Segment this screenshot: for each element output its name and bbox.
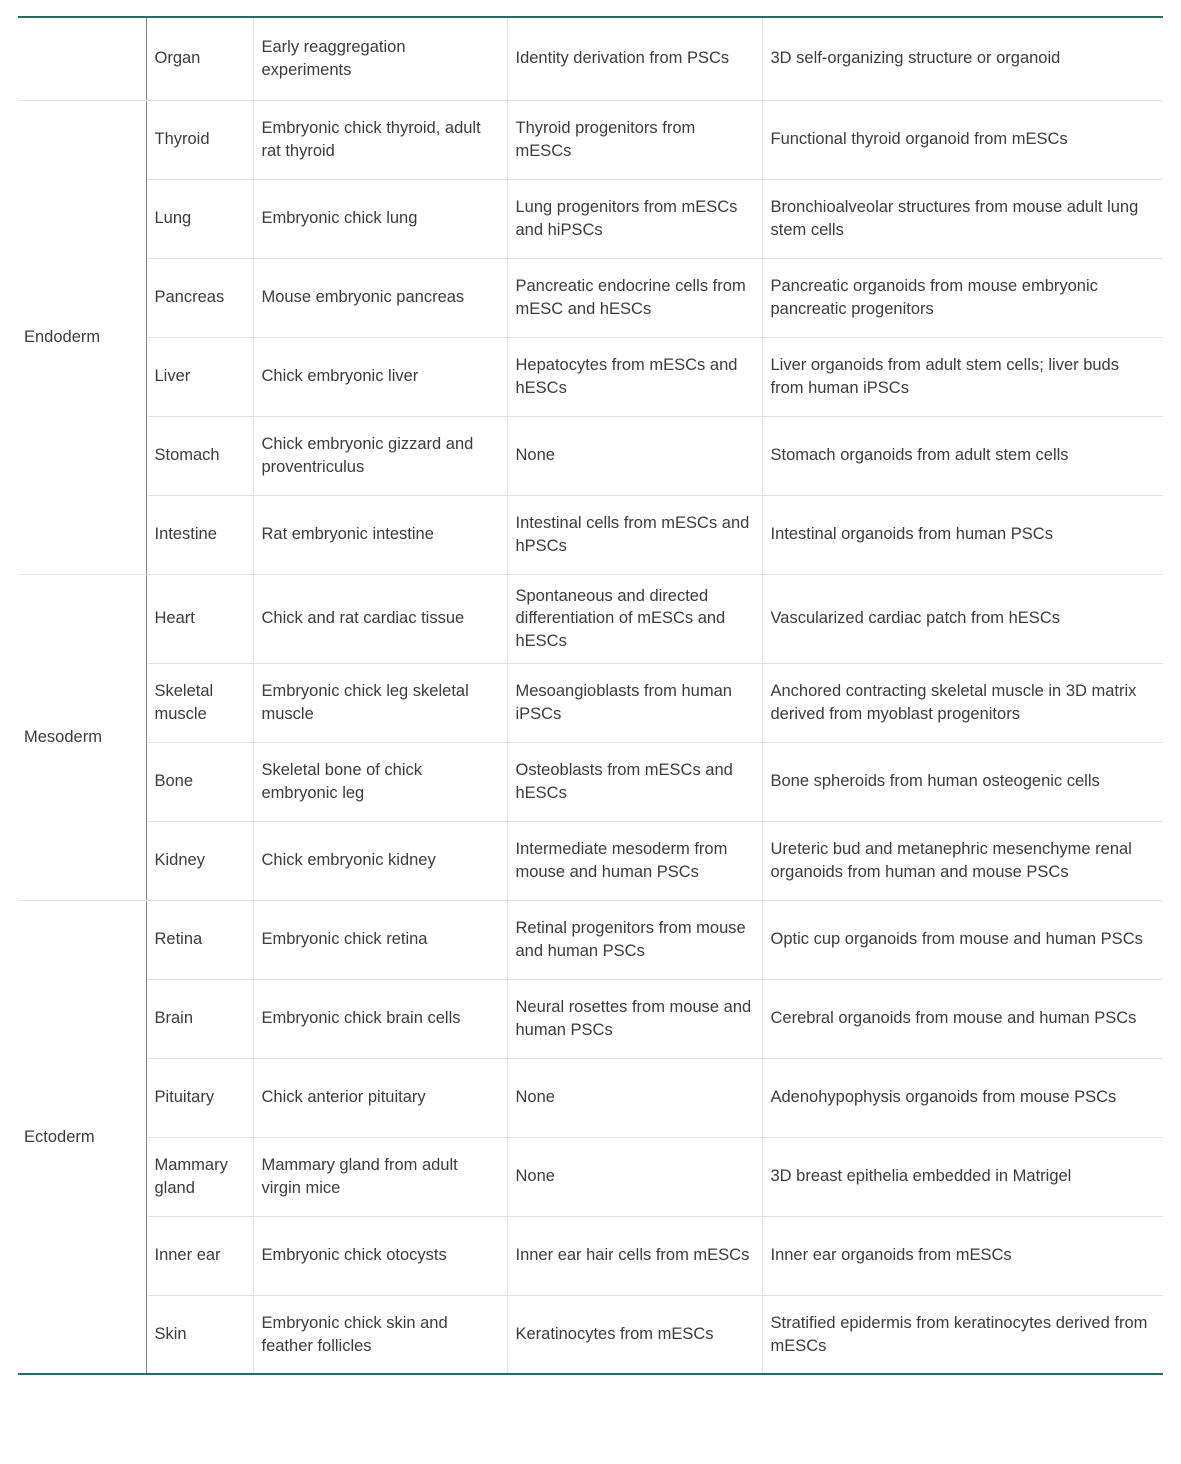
table-row bbox=[18, 1137, 1163, 1216]
early-cell: Skeletal bone of chick embryonic leg bbox=[253, 742, 507, 821]
organ-cell: Pituitary bbox=[146, 1058, 253, 1137]
organ-cell: Liver bbox=[146, 337, 253, 416]
table-row bbox=[18, 416, 1163, 495]
organoid-cell: Stomach organoids from adult stem cells bbox=[762, 416, 1163, 495]
organoid-cell: Intestinal organoids from human PSCs bbox=[762, 495, 1163, 574]
table-row bbox=[18, 179, 1163, 258]
organoid-cell: Liver organoids from adult stem cells; liver buds from human iPSCs bbox=[762, 337, 1163, 416]
organ-cell: Stomach bbox=[146, 416, 253, 495]
organoid-cell: Pancreatic organoids from mouse embryonic pancreatic progenitors bbox=[762, 258, 1163, 337]
table-row bbox=[18, 337, 1163, 416]
header-layer-cell bbox=[18, 17, 146, 100]
organoid-table-figure bbox=[18, 16, 1163, 1375]
table-row bbox=[18, 100, 1163, 179]
organ-cell: Skin bbox=[146, 1295, 253, 1374]
early-cell: Embryonic chick brain cells bbox=[253, 979, 507, 1058]
identity-cell: Intermediate mesoderm from mouse and human PSCs bbox=[507, 821, 762, 900]
organoid-cell: Anchored contracting skeletal muscle in 3D matrix derived from myoblast progenitors bbox=[762, 663, 1163, 742]
header-early-reaggregation: Early reaggregation experiments bbox=[253, 17, 507, 100]
early-cell: Chick anterior pituitary bbox=[253, 1058, 507, 1137]
early-cell: Chick embryonic gizzard and proventriculus bbox=[253, 416, 507, 495]
identity-cell: Pancreatic endocrine cells from mESC and hESCs bbox=[507, 258, 762, 337]
table-row bbox=[18, 495, 1163, 574]
identity-cell: Inner ear hair cells from mESCs bbox=[507, 1216, 762, 1295]
layer-label-ectoderm: Ectoderm bbox=[18, 900, 146, 1374]
organ-cell: Kidney bbox=[146, 821, 253, 900]
table-row bbox=[18, 1295, 1163, 1374]
layer-label-mesoderm: Mesoderm bbox=[18, 574, 146, 900]
organ-cell: Mammary gland bbox=[146, 1137, 253, 1216]
organoid-cell: Bone spheroids from human osteogenic cells bbox=[762, 742, 1163, 821]
header-identity-derivation: Identity derivation from PSCs bbox=[507, 17, 762, 100]
identity-cell: Hepatocytes from mESCs and hESCs bbox=[507, 337, 762, 416]
table-row bbox=[18, 742, 1163, 821]
early-cell: Embryonic chick leg skeletal muscle bbox=[253, 663, 507, 742]
organ-cell: Intestine bbox=[146, 495, 253, 574]
organ-cell: Lung bbox=[146, 179, 253, 258]
early-cell: Mouse embryonic pancreas bbox=[253, 258, 507, 337]
organoid-cell: 3D breast epithelia embedded in Matrigel bbox=[762, 1137, 1163, 1216]
identity-cell: Neural rosettes from mouse and human PSCs bbox=[507, 979, 762, 1058]
organ-cell: Bone bbox=[146, 742, 253, 821]
early-cell: Embryonic chick retina bbox=[253, 900, 507, 979]
identity-cell: Thyroid progenitors from mESCs bbox=[507, 100, 762, 179]
table-row bbox=[18, 821, 1163, 900]
identity-cell: Spontaneous and directed differentiation of mESCs and hESCs bbox=[507, 574, 762, 663]
early-cell: Embryonic chick skin and feather follicles bbox=[253, 1295, 507, 1374]
identity-cell: Lung progenitors from mESCs and hiPSCs bbox=[507, 179, 762, 258]
table-row bbox=[18, 1216, 1163, 1295]
early-cell: Mammary gland from adult virgin mice bbox=[253, 1137, 507, 1216]
layer-label-endoderm: Endoderm bbox=[18, 100, 146, 574]
early-cell: Chick embryonic liver bbox=[253, 337, 507, 416]
identity-cell: None bbox=[507, 1058, 762, 1137]
organ-cell: Pancreas bbox=[146, 258, 253, 337]
organ-cell: Brain bbox=[146, 979, 253, 1058]
early-cell: Embryonic chick thyroid, adult rat thyroid bbox=[253, 100, 507, 179]
identity-cell: None bbox=[507, 1137, 762, 1216]
organ-cell: Inner ear bbox=[146, 1216, 253, 1295]
table-row bbox=[18, 900, 1163, 979]
organ-cell: Thyroid bbox=[146, 100, 253, 179]
organoid-cell: Ureteric bud and metanephric mesenchyme renal organoids from human and mouse PSCs bbox=[762, 821, 1163, 900]
header-row bbox=[18, 17, 1163, 100]
organoid-cell: Bronchioalveolar structures from mouse adult lung stem cells bbox=[762, 179, 1163, 258]
table-row bbox=[18, 979, 1163, 1058]
organ-cell: Heart bbox=[146, 574, 253, 663]
organoid-cell: Cerebral organoids from mouse and human PSCs bbox=[762, 979, 1163, 1058]
organoid-cell: Vascularized cardiac patch from hESCs bbox=[762, 574, 1163, 663]
early-cell: Chick embryonic kidney bbox=[253, 821, 507, 900]
organoid-cell: Inner ear organoids from mESCs bbox=[762, 1216, 1163, 1295]
header-organ: Organ bbox=[146, 17, 253, 100]
organoid-cell: Stratified epidermis from keratinocytes derived from mESCs bbox=[762, 1295, 1163, 1374]
early-cell: Embryonic chick lung bbox=[253, 179, 507, 258]
identity-cell: Mesoangioblasts from human iPSCs bbox=[507, 663, 762, 742]
table-row bbox=[18, 663, 1163, 742]
germ-layer-organoid-table bbox=[18, 16, 1163, 1375]
identity-cell: Osteoblasts from mESCs and hESCs bbox=[507, 742, 762, 821]
table-row bbox=[18, 574, 1163, 663]
identity-cell: None bbox=[507, 416, 762, 495]
organoid-cell: Optic cup organoids from mouse and human PSCs bbox=[762, 900, 1163, 979]
header-organoid: 3D self-organizing structure or organoid bbox=[762, 17, 1163, 100]
organ-cell: Skeletal muscle bbox=[146, 663, 253, 742]
early-cell: Embryonic chick otocysts bbox=[253, 1216, 507, 1295]
early-cell: Rat embryonic intestine bbox=[253, 495, 507, 574]
organoid-cell: Functional thyroid organoid from mESCs bbox=[762, 100, 1163, 179]
organoid-cell: Adenohypophysis organoids from mouse PSCs bbox=[762, 1058, 1163, 1137]
identity-cell: Keratinocytes from mESCs bbox=[507, 1295, 762, 1374]
identity-cell: Intestinal cells from mESCs and hPSCs bbox=[507, 495, 762, 574]
table-row bbox=[18, 258, 1163, 337]
organ-cell: Retina bbox=[146, 900, 253, 979]
table-row bbox=[18, 1058, 1163, 1137]
identity-cell: Retinal progenitors from mouse and human PSCs bbox=[507, 900, 762, 979]
early-cell: Chick and rat cardiac tissue bbox=[253, 574, 507, 663]
